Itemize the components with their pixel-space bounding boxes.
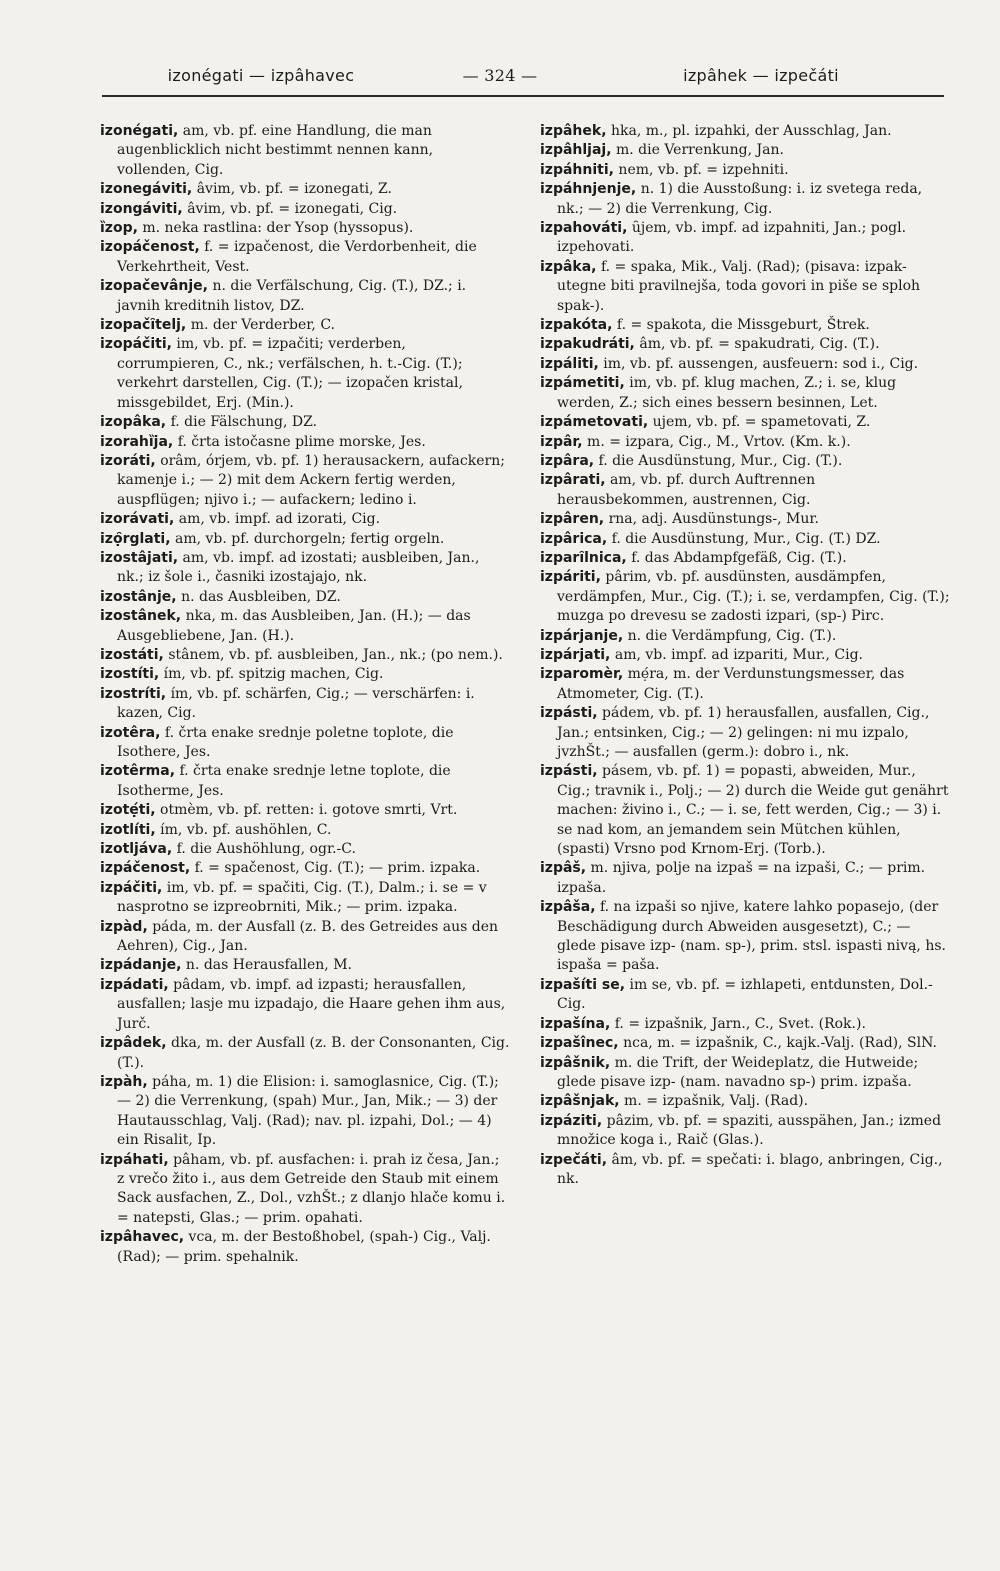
- entry-headword: izpakudráti,: [540, 336, 635, 353]
- dictionary-entry: [100, 859, 510, 878]
- entry-definition: f. die Ausdünstung, Mur., Cig. (T.).: [598, 452, 843, 469]
- entry-definition: m. neka rastlina: der Ysop (hyssopus).: [142, 220, 414, 237]
- header-rule: [102, 95, 944, 97]
- entry-definition: am, vb. pf. durchorgeln; fertig orgeln.: [175, 530, 445, 547]
- entry-headword: izpáčenost,: [100, 860, 191, 877]
- entry-definition: n. die Verdämpfung, Cig. (T.).: [627, 627, 837, 644]
- dictionary-entry: [540, 258, 950, 316]
- entry-definition: pâzim, vb. pf. = spaziti, ausspähen, Jan.; izmed množice koga i., Raič (Glas.).: [557, 1112, 942, 1149]
- entry-definition: n. das Herausfallen, M.: [185, 957, 352, 974]
- dictionary-entry: [540, 898, 950, 976]
- entry-definition: am, vb. impf. ad izpariti, Mur., Cig.: [614, 646, 863, 663]
- dictionary-entry: [100, 413, 510, 432]
- dictionary-entry: [540, 1112, 950, 1151]
- dictionary-entry: [540, 510, 950, 529]
- entry-headword: izpakóta,: [540, 317, 613, 334]
- dictionary-entry: [540, 704, 950, 762]
- entry-headword: izostíti,: [100, 666, 160, 683]
- entry-headword: izpâšnjak,: [540, 1093, 620, 1110]
- entry-definition: pásem, vb. pf. 1) = popasti, abweiden, Mur., Cig.; travnik i., Polj.; — 2) durch die Weide gut genährt machen: živino i., C.; — i. se, fett werden, Cig.; — 3) i. se nad kom, an jemandem sein Mütchen kühlen, (spasti) Vrsno pod Krnom-Erj. (Torb.).: [557, 763, 949, 858]
- dictionary-entry: [100, 588, 510, 607]
- dictionary-entry: [540, 549, 950, 568]
- entry-headword: izpâka,: [540, 258, 597, 275]
- entry-headword: izpâhavec,: [100, 1229, 185, 1246]
- dictionary-entry: [100, 685, 510, 724]
- entry-headword: izopačȋtelj,: [100, 317, 187, 334]
- entry-definition: vca, m. der Bestoßhobel, (spah-) Cig., Valj. (Rad); — prim. spehalnik.: [117, 1229, 491, 1265]
- entry-headword: izotẹ́ti,: [100, 802, 156, 819]
- dictionary-entry: [540, 976, 950, 1015]
- entry-headword: izpečáti,: [540, 1151, 608, 1168]
- dictionary-entry: [540, 1151, 950, 1190]
- entry-headword: izpašînec,: [540, 1035, 619, 1052]
- dictionary-entry: [540, 316, 950, 335]
- entry-headword: izpásti,: [540, 763, 598, 780]
- two-column-body: [100, 122, 950, 1559]
- dictionary-entry: [100, 200, 510, 219]
- dictionary-entry: [540, 180, 950, 219]
- entry-headword: izpádati,: [100, 976, 169, 993]
- entry-definition: nca, m. = izpašnik, C., kajk.-Valj. (Rad), SlN.: [623, 1035, 937, 1052]
- entry-definition: f. črta enake srednje letne toplote, die Isotherme, Jes.: [117, 763, 451, 799]
- dictionary-entry: [540, 646, 950, 665]
- entry-definition: pádem, vb. pf. 1) herausfallen, ausfallen, Cig., Jan.; entsinken, Cig.; — 2) gelingen: ni mu izpalo, jvzhŠt.; — ausfallen (germ.): dobro i., nk.: [557, 705, 930, 760]
- entry-definition: am, vb. pf. durch Auftrennen herausbekommen, austrennen, Cig.: [557, 472, 816, 508]
- dictionary-entry: [540, 374, 950, 413]
- entry-headword: izpádanje,: [100, 957, 182, 974]
- dictionary-entry: [100, 646, 510, 665]
- entry-definition: nka, m. das Ausbleiben, Jan. (H.); — das Ausgebliebene, Jan. (H.).: [117, 608, 471, 644]
- entry-headword: izopáčiti,: [100, 336, 172, 353]
- entry-headword: izpašína,: [540, 1015, 611, 1032]
- entry-definition: f. = spakota, die Missgeburt, Štrek.: [616, 317, 870, 334]
- entry-headword: izpâr,: [540, 433, 583, 450]
- dictionary-entry: [100, 918, 510, 957]
- dictionary-entry: [540, 122, 950, 141]
- dictionary-entry: [100, 549, 510, 588]
- entry-definition: f. die Ausdünstung, Mur., Cig. (T.) DZ.: [611, 530, 881, 547]
- entry-headword: izpâra,: [540, 452, 595, 469]
- entry-definition: ȗjem, vb. impf. ad izpahniti, Jan.; pogl. izpehovati.: [557, 220, 907, 256]
- entry-definition: im, vb. pf. klug machen, Z.; i. se, klug werden, Z.; sich eines bessern besinnen, Let.: [557, 375, 897, 411]
- dictionary-entry: [100, 724, 510, 763]
- entry-headword: izpâš,: [540, 860, 587, 877]
- dictionary-entry: [540, 141, 950, 160]
- entry-definition: f. die Aushöhlung, ogr.-C.: [176, 841, 356, 858]
- dictionary-entry: [100, 1228, 510, 1267]
- entry-definition: n. 1) die Ausstoßung: i. iz svetega reda, nk.; — 2) die Verrenkung, Cig.: [557, 181, 923, 217]
- entry-definition: f. na izpaši so njive, katere lahko popasejo, (der Beschädigung durch Abweiden ausgesetzt), C.; — glede pisave izp- (nam. sp-), prim. stsl. ispasti nivą, hs. ispaša = paša.: [557, 899, 946, 974]
- dictionary-entry: [540, 413, 950, 432]
- entry-definition: m. njiva, polje na izpaš = na izpaši, C.; — prim. izpaša.: [557, 860, 926, 896]
- entry-definition: âm, vb. pf. = spečati: i. blago, anbringen, Cig., nk.: [557, 1151, 943, 1187]
- entry-definition: f. = izpašnik, Jarn., C., Svet. (Rok.).: [614, 1015, 866, 1032]
- dictionary-entry: [100, 762, 510, 801]
- dictionary-entry: [100, 238, 510, 277]
- dictionary-entry: [540, 1092, 950, 1111]
- entry-headword: izostânek,: [100, 608, 182, 625]
- entry-definition: nem, vb. pf. = izpehniti.: [618, 161, 789, 178]
- entry-definition: f. = izpačenost, die Verdorbenheit, die Verkehrtheit, Vest.: [117, 239, 477, 275]
- entry-definition: otmèm, vb. pf. retten: i. gotove smrti, Vrt.: [160, 802, 458, 819]
- dictionary-entry: [540, 859, 950, 898]
- entry-headword: izpahováti,: [540, 220, 628, 237]
- entry-headword: izpàd,: [100, 918, 148, 935]
- dictionary-entry: [100, 452, 510, 510]
- entry-headword: izpárjanje,: [540, 627, 624, 644]
- dictionary-entry: [100, 530, 510, 549]
- entry-headword: izpàh,: [100, 1073, 148, 1090]
- entry-headword: izotêra,: [100, 724, 161, 741]
- entry-headword: izostânje,: [100, 588, 177, 605]
- dictionary-entry: [100, 277, 510, 316]
- dictionary-entry: [100, 1151, 510, 1229]
- dictionary-entry: [100, 219, 510, 238]
- entry-headword: izongáviti,: [100, 200, 183, 217]
- entry-definition: am, vb. pf. eine Handlung, die man augenblicklich nicht bestimmt nennen kann, vollenden, Cig.: [117, 123, 434, 178]
- dictionary-entry: [540, 627, 950, 646]
- entry-definition: ím, vb. pf. schärfen, Cig.; — verschärfen: i. kazen, Cig.: [117, 685, 475, 722]
- dictionary-entry: [100, 510, 510, 529]
- entry-definition: im, vb. pf. aussengen, ausfeuern: sod i., Cig.: [603, 355, 919, 372]
- entry-headword: izparomèr,: [540, 666, 624, 683]
- right-column: [522, 122, 950, 1559]
- entry-definition: am, vb. impf. ad izorati, Cig.: [178, 511, 381, 528]
- entry-headword: izonegáviti,: [100, 181, 193, 198]
- entry-headword: izorávati,: [100, 511, 175, 528]
- entry-definition: ím, vb. pf. spitzig machen, Cig.: [163, 666, 384, 683]
- entry-headword: izopâka,: [100, 414, 167, 431]
- entry-definition: f. črta enake srednje poletne toplote, die Isothere, Jes.: [117, 724, 454, 760]
- entry-headword: izotljáva,: [100, 841, 173, 858]
- entry-headword: izpáhati,: [100, 1151, 169, 1168]
- entry-definition: páha, m. 1) die Elision: i. samoglasnice, Cig. (T.); — 2) die Verrenkung, (spah) Mur., Jan, Mik.; — 3) der Hautausschlag, Valj. (Rad); nav. pl. izpahi, Dol.; — 4) ein Risalit, Ip.: [117, 1073, 499, 1149]
- dictionary-entry: [540, 1034, 950, 1053]
- entry-definition: âm, vb. pf. = spakudrati, Cig. (T.).: [639, 336, 880, 353]
- dictionary-entry: [100, 335, 510, 413]
- dictionary-entry: [540, 161, 950, 180]
- entry-headword: izorahȉja,: [100, 433, 174, 450]
- entry-definition: im, vb. pf. = izpačiti; verderben, corrumpieren, C., nk.; verfälschen, h. t.-Cig. (T.); verkehrt darstellen, Cig. (T.); — izopačen kristal, missgebildet, Erj. (Min.).: [117, 336, 463, 411]
- entry-headword: izpáziti,: [540, 1112, 603, 1129]
- dictionary-entry: [100, 1073, 510, 1151]
- dictionary-entry: [100, 180, 510, 199]
- dictionary-entry: [100, 433, 510, 452]
- entry-definition: pârim, vb. pf. ausdünsten, ausdämpfen, verdämpfen, Mur., Cig. (T.); i. se, verdampfen, Cig. (T.); muzga po drevesu se zadosti izpari, (sp-) Pirc.: [557, 569, 950, 625]
- entry-headword: izpáhnjenje,: [540, 181, 637, 198]
- entry-definition: n. das Ausbleiben, DZ.: [181, 588, 341, 605]
- entry-headword: izpâdek,: [100, 1035, 167, 1052]
- dictionary-entry: [540, 471, 950, 510]
- left-column: [100, 122, 522, 1559]
- entry-headword: izpáliti,: [540, 355, 599, 372]
- entry-definition: ujem, vb. pf. = spametovati, Z.: [652, 414, 871, 431]
- page-number: — 324 —: [462, 65, 538, 85]
- entry-definition: m. die Verrenkung, Jan.: [616, 142, 784, 159]
- dictionary-entry: [540, 1015, 950, 1034]
- entry-headword: izpârati,: [540, 472, 606, 489]
- entry-headword: izpâhljaj,: [540, 142, 612, 159]
- dictionary-entry: [100, 840, 510, 859]
- dictionary-entry: [540, 568, 950, 626]
- entry-definition: orâm, órjem, vb. pf. 1) herausackern, aufackern; kamenje i.; — 2) mit dem Ackern fertig werden, auspflügen; njivo i.; — aufackern; ledino i.: [117, 452, 505, 508]
- dictionary-entry: [100, 122, 510, 180]
- entry-headword: izpámetiti,: [540, 375, 625, 392]
- entry-definition: f. das Abdampfgefäß, Cig. (T.).: [631, 549, 847, 566]
- entry-headword: izpâhek,: [540, 123, 607, 139]
- entry-definition: pâham, vb. pf. ausfachen: i. prah iz česa, Jan.; z vrečo žito i., aus dem Getreide den Staub mit einem Sack ausfachen, Z., Dol., vzhŠt.; z dlanjo hlače komu i. = natepsti, Glas.; — prim. opahati.: [117, 1151, 506, 1226]
- entry-headword: izotêrma,: [100, 763, 176, 780]
- entry-headword: izostríti,: [100, 685, 167, 702]
- dictionary-entry: [540, 335, 950, 354]
- dictionary-entry: [100, 1034, 510, 1073]
- entry-definition: âvim, vb. pf. = izonegati, Z.: [196, 181, 392, 198]
- dictionary-entry: [100, 821, 510, 840]
- entry-headword: izọ̑rglati,: [100, 530, 171, 547]
- entry-headword: izpáriti,: [540, 569, 601, 586]
- entry-definition: âvim, vb. pf. = izonegati, Cig.: [187, 200, 398, 217]
- dictionary-entry: [540, 665, 950, 704]
- entry-definition: f. = spačenost, Cig. (T.); — prim. izpaka.: [194, 860, 481, 877]
- dictionary-entry: [540, 530, 950, 549]
- header-right-guide: izpâhek — izpečáti: [683, 65, 839, 85]
- header-left-guide: izonégati — izpâhavec: [167, 65, 355, 85]
- entry-headword: izopáčenost,: [100, 239, 200, 256]
- entry-definition: stânem, vb. pf. ausbleiben, Jan., nk.; (po nem.).: [168, 646, 503, 663]
- dictionary-entry: [540, 762, 950, 859]
- entry-definition: im, vb. pf. = spačiti, Cig. (T.), Dalm.; i. se = v nasprotno se izpreobrniti, Mik.; — prim. izpaka.: [117, 879, 487, 916]
- entry-headword: izpâša,: [540, 899, 596, 916]
- entry-definition: n. die Verfälschung, Cig. (T.), DZ.; i. javnih kreditnih listov, DZ.: [117, 278, 467, 314]
- entry-headword: izpâšnik,: [540, 1054, 611, 1071]
- dictionary-entry: [100, 801, 510, 820]
- entry-headword: izpâren,: [540, 511, 605, 528]
- entry-headword: izpašíti se,: [540, 976, 626, 993]
- dictionary-entry: [100, 665, 510, 684]
- dictionary-entry: [540, 433, 950, 452]
- entry-headword: izonégati,: [100, 123, 179, 139]
- dictionary-entry: [100, 607, 510, 646]
- dictionary-entry: [100, 976, 510, 1034]
- entry-definition: m. die Trift, der Weideplatz, die Hutweide; glede pisave izp- (nam. navadno sp-) prim. izpaša.: [557, 1054, 919, 1090]
- entry-definition: mẹ́ra, m. der Verdunstungsmesser, das Atmometer, Cig. (T.).: [557, 666, 905, 702]
- entry-definition: páda, m. der Ausfall (z. B. des Getreides aus den Aehren), Cig., Jan.: [117, 918, 499, 955]
- entry-headword: izostáti,: [100, 646, 164, 663]
- entry-definition: am, vb. impf. ad izostati; ausbleiben, Jan., nk.; iz šole i., časniki izostajajo, nk.: [117, 549, 480, 586]
- dictionary-entry: [540, 355, 950, 374]
- entry-definition: ím, vb. pf. aushöhlen, C.: [160, 821, 332, 838]
- entry-headword: izpáhniti,: [540, 161, 614, 178]
- entry-definition: rna, adj. Ausdünstungs-, Mur.: [608, 511, 819, 528]
- entry-headword: izpámetovati,: [540, 414, 649, 431]
- entry-definition: pâdam, vb. impf. ad izpasti; herausfallen, ausfallen; lasje mu izpadajo, die Haare gehen ihm aus, Jurč.: [117, 976, 506, 1032]
- entry-headword: izpârica,: [540, 530, 608, 547]
- entry-definition: m. = izpara, Cig., M., Vrtov. (Km. k.).: [587, 433, 851, 450]
- entry-headword: izostâjati,: [100, 549, 179, 566]
- entry-definition: m. der Verderber, C.: [190, 317, 335, 334]
- dictionary-entry: [100, 316, 510, 335]
- entry-headword: izotlíti,: [100, 821, 156, 838]
- entry-definition: f. = spaka, Mik., Valj. (Rad); (pisava: izpak- utegne biti pravilnejša, toda govori in piše se sploh spak-).: [557, 258, 921, 314]
- entry-headword: izpásti,: [540, 705, 598, 722]
- dictionary-entry: [540, 452, 950, 471]
- entry-headword: izopačevânje,: [100, 278, 208, 295]
- dictionary-entry: [100, 956, 510, 975]
- entry-headword: izparȋlnica,: [540, 549, 627, 566]
- running-header: [102, 58, 942, 92]
- entry-definition: dka, m. der Ausfall (z. B. der Consonanten, Cig. (T.).: [117, 1035, 510, 1071]
- entry-definition: m. = izpašnik, Valj. (Rad).: [624, 1093, 809, 1110]
- entry-headword: izpárjati,: [540, 646, 611, 663]
- entry-definition: im se, vb. pf. = izhlapeti, entdunsten, Dol.-Cig.: [557, 976, 933, 1013]
- entry-definition: hka, m., pl. izpahki, der Ausschlag, Jan.: [610, 123, 892, 139]
- entry-definition: f. die Fälschung, DZ.: [170, 414, 318, 431]
- entry-headword: izpáčiti,: [100, 879, 163, 896]
- entry-headword: izoráti,: [100, 452, 156, 469]
- entry-headword: ȉzop,: [100, 220, 138, 237]
- dictionary-entry: [540, 1054, 950, 1093]
- dictionary-entry: [100, 879, 510, 918]
- entry-definition: f. črta istočasne plime morske, Jes.: [177, 433, 426, 450]
- dictionary-entry: [540, 219, 950, 258]
